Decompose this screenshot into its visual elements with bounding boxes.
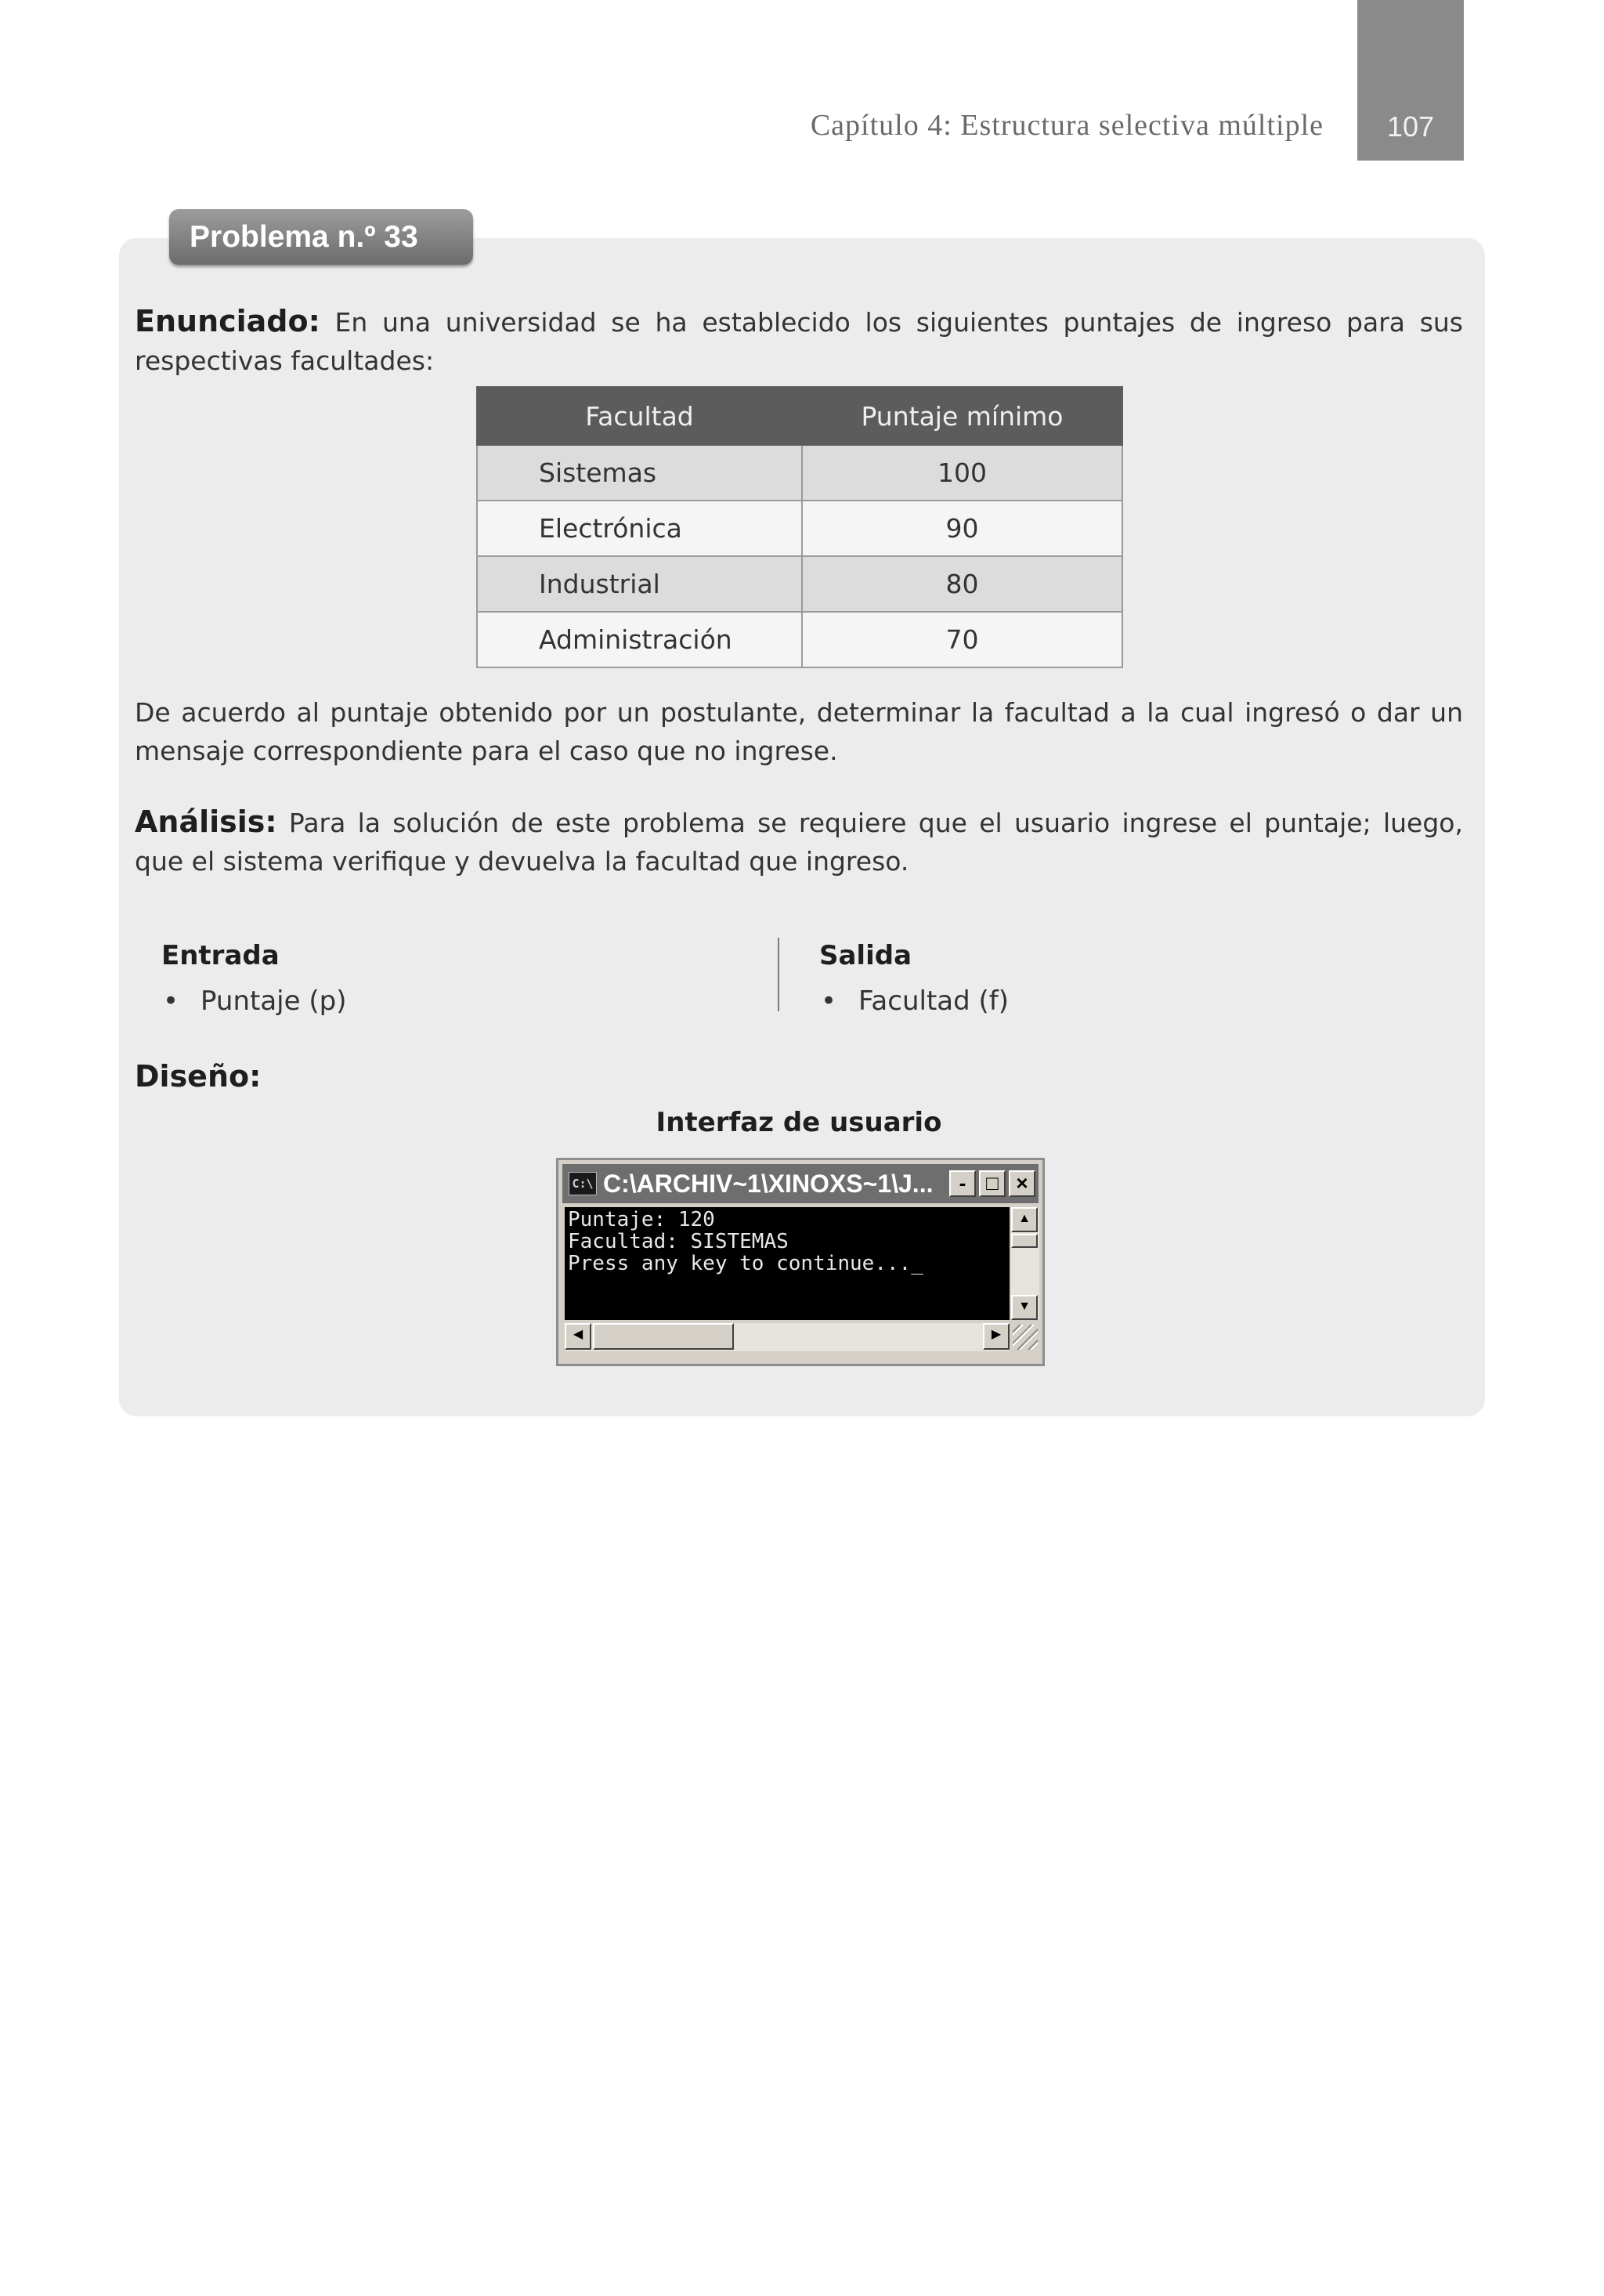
horizontal-scrollbar[interactable]	[565, 1323, 1010, 1351]
analisis-text: Para la solución de este problema se requiere que el usuario ingrese el puntaje; luego, que el sistema verifique y devuelva la facultad que ingreso.	[135, 808, 1463, 877]
scroll-right-icon[interactable]: ▶	[983, 1323, 1010, 1350]
chapter-heading: Capítulo 4: Estructura selectiva múltiple	[810, 109, 1324, 142]
table-row	[477, 445, 1122, 501]
vertical-scrollbar[interactable]	[1011, 1207, 1039, 1320]
table-cell-facultad: Industrial	[477, 556, 802, 612]
vertical-scroll-thumb[interactable]	[1011, 1234, 1038, 1248]
table-row	[477, 501, 1122, 556]
diseno-heading: Diseño:	[135, 1059, 262, 1094]
console-output	[565, 1207, 1010, 1320]
enunciado-text: En una universidad se ha establecido los siguientes puntajes de ingreso para sus respectivas facultades:	[135, 307, 1463, 376]
table-cell-puntaje: 70	[802, 612, 1122, 667]
entrada-item	[163, 985, 346, 1017]
console-titlebar[interactable]	[562, 1164, 1039, 1203]
resize-grip-icon[interactable]	[1013, 1325, 1038, 1350]
faculty-table	[476, 386, 1123, 668]
scroll-up-icon[interactable]: ▲	[1011, 1207, 1038, 1232]
salida-heading: Salida	[819, 940, 912, 971]
enunciado-label: Enunciado:	[135, 304, 320, 338]
bullet: •	[163, 985, 179, 1017]
horizontal-scroll-thumb[interactable]	[593, 1323, 734, 1350]
page-number	[1357, 0, 1464, 161]
bullet: •	[821, 985, 837, 1017]
page-number-text: 107	[1386, 110, 1435, 143]
close-button[interactable]: ×	[1009, 1170, 1035, 1197]
io-divider	[778, 938, 779, 1011]
table-cell-facultad: Electrónica	[477, 501, 802, 556]
table-cell-puntaje: 100	[802, 445, 1122, 501]
table-cell-facultad: Administración	[477, 612, 802, 667]
console-line: Press any key to continue..._	[568, 1252, 923, 1275]
console-line: Facultad: SISTEMAS	[568, 1230, 789, 1253]
ui-title: Interfaz de usuario	[656, 1107, 942, 1138]
cmd-icon: C:\	[569, 1172, 597, 1195]
table-cell-facultad: Sistemas	[477, 445, 802, 501]
table-row	[477, 556, 1122, 612]
analisis-label: Análisis:	[135, 805, 277, 839]
entrada-item-text: Puntaje (p)	[200, 985, 347, 1017]
salida-item	[821, 985, 1009, 1017]
console-title: C:\ARCHIV~1\XINOXS~1\J...	[603, 1170, 934, 1198]
table-cell-puntaje: 90	[802, 501, 1122, 556]
table-header-row	[477, 387, 1122, 445]
scroll-left-icon[interactable]: ◀	[565, 1323, 591, 1350]
table-cell-puntaje: 80	[802, 556, 1122, 612]
console-window	[556, 1158, 1045, 1366]
salida-item-text: Facultad (f)	[858, 985, 1010, 1017]
problem-title: Problema n.º 33	[169, 209, 473, 265]
description-paragraph: De acuerdo al puntaje obtenido por un postulante, determinar la facultad a la cual ingresó o dar un mensaje correspondiente para el caso que no ingrese.	[135, 697, 1463, 766]
console-line: Puntaje: 120	[568, 1208, 715, 1231]
table-row	[477, 612, 1122, 667]
scroll-down-icon[interactable]: ▼	[1011, 1295, 1038, 1320]
enunciado-paragraph	[135, 302, 1463, 380]
entrada-heading: Entrada	[161, 940, 280, 971]
table-header-puntaje: Puntaje mínimo	[802, 387, 1122, 445]
minimize-button[interactable]: -	[949, 1170, 976, 1197]
maximize-button[interactable]: □	[979, 1170, 1006, 1197]
analisis-paragraph	[135, 803, 1463, 880]
table-header-facultad: Facultad	[477, 387, 802, 445]
